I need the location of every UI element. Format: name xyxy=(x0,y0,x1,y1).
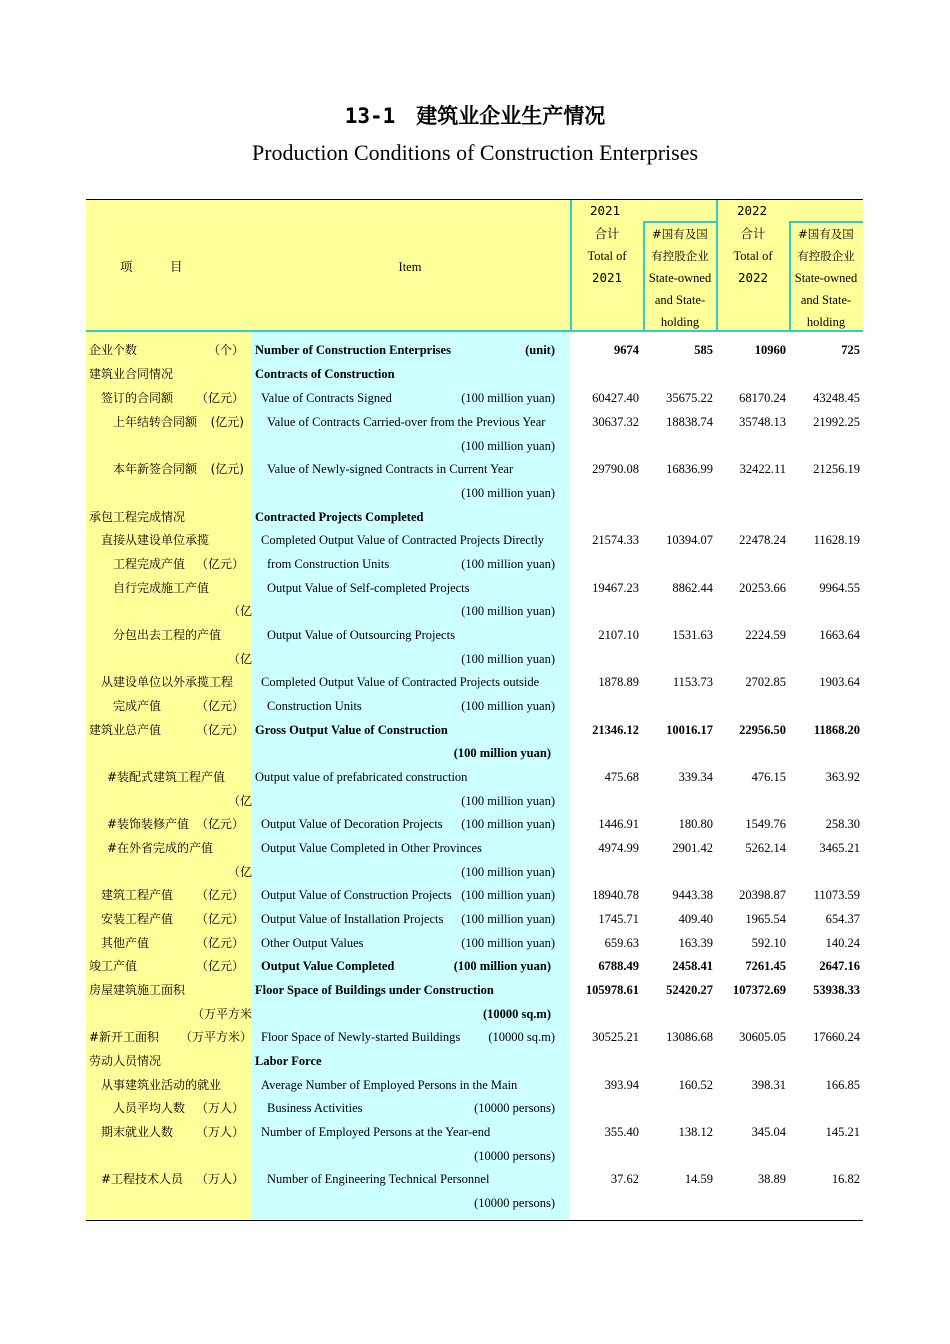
row-label-en: Floor Space of Buildings under Construction xyxy=(255,983,494,997)
header-soe-2021-l3: State-owned xyxy=(648,271,712,285)
row-label-cn: 直接从建设单位承揽 xyxy=(101,533,210,547)
table-cell-value: 355.40 xyxy=(604,1125,639,1139)
table-cell-value: 38.89 xyxy=(757,1172,786,1186)
table-cell-value: 32422.11 xyxy=(739,462,786,476)
row-label-cn: #新开工面积 xyxy=(89,1030,160,1044)
table-cell-value: 18838.74 xyxy=(666,415,713,429)
table-cell-value: 585 xyxy=(694,343,713,357)
row-unit-en: (100 million yuan) xyxy=(461,865,555,879)
page-title-cn: 13-1 建筑业企业生产情况 xyxy=(344,104,606,128)
row-label-cn: 其他产值 xyxy=(101,936,150,950)
row-label-cn: 自行完成施工产值 xyxy=(113,581,210,595)
header-bottom-rule xyxy=(86,330,863,332)
row-unit-cn: （亿元） xyxy=(195,936,244,950)
table-cell-value: 160.52 xyxy=(678,1078,713,1092)
table-cell-value: 20398.87 xyxy=(739,888,786,902)
row-unit-cn: （亿 xyxy=(227,604,252,618)
table-cell-value: 14.59 xyxy=(684,1172,713,1186)
table-cell-value: 409.40 xyxy=(678,912,713,926)
row-unit-en: (100 million yuan) xyxy=(453,959,551,973)
table-cell-value: 107372.69 xyxy=(732,983,786,997)
row-unit-en: (100 million yuan) xyxy=(461,604,555,618)
header-total-2021-en1: Total of xyxy=(587,249,627,263)
table-cell-value: 1663.64 xyxy=(819,628,860,642)
header-year-2022: 2022 xyxy=(736,203,768,218)
header-total-2021-en2: 2021 xyxy=(591,270,623,285)
table-cell-value: 659.63 xyxy=(604,936,639,950)
row-label-en: Output Value of Decoration Projects xyxy=(261,817,443,831)
row-unit-en: (10000 sq.m) xyxy=(488,1030,555,1044)
table-cell-value: 17660.24 xyxy=(813,1030,860,1044)
row-label-cn: 本年新签合同额 xyxy=(113,462,198,476)
row-unit-en: (100 million yuan) xyxy=(461,794,555,808)
row-unit-cn: （亿元） xyxy=(195,699,244,713)
row-unit-cn: （亿元） xyxy=(195,912,244,926)
row-unit-en: (100 million yuan) xyxy=(461,557,555,571)
table-cell-value: 140.24 xyxy=(825,936,860,950)
table-cell-value: 1903.64 xyxy=(819,675,860,689)
header-soe-2021-l2: 有控股企业 xyxy=(651,249,709,263)
table-cell-value: 592.10 xyxy=(751,936,786,950)
row-label-en: Output Value of Construction Projects xyxy=(261,888,452,902)
table-cell-value: 22956.50 xyxy=(739,723,786,737)
row-label-cn: 房屋建筑施工面积 xyxy=(89,983,186,997)
table-cell-value: 52420.27 xyxy=(666,983,713,997)
table-cell-value: 10960 xyxy=(754,343,786,357)
table-cell-value: 1549.76 xyxy=(745,817,786,831)
row-unit-cn: （亿 xyxy=(227,794,252,808)
table-cell-value: 258.30 xyxy=(825,817,860,831)
page-title-en: Production Conditions of Construction Enterprises xyxy=(251,140,699,165)
row-unit-cn: （亿元） xyxy=(195,959,244,973)
row-unit-cn: (亿元) xyxy=(210,415,244,429)
header-item-cn: 项 目 xyxy=(120,259,183,274)
row-label-en: Completed Output Value of Contracted Projects Directly xyxy=(261,533,545,547)
table-cell-value: 10016.17 xyxy=(666,723,713,737)
row-unit-en: (100 million yuan) xyxy=(453,746,551,760)
header-soe-2021-l4: and State- xyxy=(654,293,706,307)
row-unit-en: (unit) xyxy=(525,343,555,357)
row-unit-en: (10000 persons) xyxy=(474,1196,555,1210)
row-label-en: Output Value of Installation Projects xyxy=(261,912,444,926)
table-cell-value: 30605.05 xyxy=(739,1030,786,1044)
row-unit-en: (100 million yuan) xyxy=(461,912,555,926)
table-cell-value: 339.34 xyxy=(678,770,713,784)
table-cell-value: 30637.32 xyxy=(592,415,639,429)
table-cell-value: 68170.24 xyxy=(739,391,786,405)
header-divider-h2 xyxy=(789,221,863,223)
table-cell-value: 1153.73 xyxy=(672,675,713,689)
row-label-en: Average Number of Employed Persons in the Main xyxy=(261,1078,518,1092)
row-unit-cn: （亿元） xyxy=(195,557,244,571)
table-cell-value: 18940.78 xyxy=(592,888,639,902)
row-unit-cn: （亿 xyxy=(227,652,252,666)
row-label-en: from Construction Units xyxy=(267,557,390,571)
row-label-cn: 工程完成产值 xyxy=(113,557,186,571)
row-label-cn: 上年结转合同额 xyxy=(113,415,198,429)
row-label-cn: 签订的合同额 xyxy=(101,391,174,405)
header-total-2022-cn: 合计 xyxy=(740,226,766,241)
row-unit-cn: （个） xyxy=(207,343,244,357)
table-cell-value: 11073.59 xyxy=(813,888,860,902)
row-unit-en: (100 million yuan) xyxy=(461,817,555,831)
table-cell-value: 105978.61 xyxy=(585,983,639,997)
row-unit-cn: （万人） xyxy=(195,1101,244,1115)
table-cell-value: 163.39 xyxy=(678,936,713,950)
row-unit-en: (100 million yuan) xyxy=(461,699,555,713)
table-cell-value: 35675.22 xyxy=(666,391,713,405)
table-cell-value: 21992.25 xyxy=(813,415,860,429)
row-label-en: Floor Space of Newly-started Buildings xyxy=(261,1030,461,1044)
table-cell-value: 166.85 xyxy=(825,1078,860,1092)
header-soe-2022-l5: holding xyxy=(806,315,846,329)
row-label-en: Number of Engineering Technical Personnel xyxy=(267,1172,490,1186)
table-cell-value: 1878.89 xyxy=(598,675,639,689)
table-cell-value: 19467.23 xyxy=(592,581,639,595)
table-cell-value: 345.04 xyxy=(751,1125,786,1139)
row-unit-en: (10000 persons) xyxy=(474,1101,555,1115)
table-cell-value: 37.62 xyxy=(610,1172,639,1186)
row-unit-cn: (亿元) xyxy=(210,462,244,476)
table-cell-value: 2702.85 xyxy=(745,675,786,689)
row-label-en: Contracts of Construction xyxy=(255,367,395,381)
table-cell-value: 1531.63 xyxy=(672,628,713,642)
row-unit-cn: （万平方米） xyxy=(180,1030,253,1044)
row-label-en: Value of Contracts Signed xyxy=(261,391,392,405)
table-cell-value: 11868.20 xyxy=(813,723,860,737)
table-cell-value: 21346.12 xyxy=(592,723,639,737)
table-cell-value: 2224.59 xyxy=(745,628,786,642)
table-cell-value: 9443.38 xyxy=(672,888,713,902)
row-unit-en: (100 million yuan) xyxy=(461,888,555,902)
table-cell-value: 16.82 xyxy=(831,1172,860,1186)
header-divider-v1 xyxy=(570,200,572,331)
header-total-2021-cn: 合计 xyxy=(594,226,620,241)
row-label-en: Output Value of Self-completed Projects xyxy=(267,581,470,595)
row-label-en: Labor Force xyxy=(255,1054,322,1068)
table-cell-value: 35748.13 xyxy=(739,415,786,429)
row-label-cn: 竣工产值 xyxy=(89,959,138,973)
row-unit-cn: （亿 xyxy=(227,865,252,879)
row-label-cn: 建筑业合同情况 xyxy=(89,367,174,381)
row-label-cn: 分包出去工程的产值 xyxy=(113,628,222,642)
table-cell-value: 8862.44 xyxy=(672,581,713,595)
table-cell-value: 10394.07 xyxy=(666,533,713,547)
row-label-cn: 安装工程产值 xyxy=(101,912,174,926)
table-cell-value: 21256.19 xyxy=(813,462,860,476)
table-cell-value: 9674 xyxy=(614,343,639,357)
table-cell-value: 29790.08 xyxy=(592,462,639,476)
table-cell-value: 5262.14 xyxy=(745,841,786,855)
table-cell-value: 3465.21 xyxy=(819,841,860,855)
row-label-en: Output Value of Outsourcing Projects xyxy=(267,628,455,642)
row-unit-cn: （亿元） xyxy=(195,888,244,902)
row-label-cn: 从建设单位以外承揽工程 xyxy=(101,675,234,689)
table-cell-value: 6788.49 xyxy=(598,959,639,973)
header-total-2022-en1: Total of xyxy=(733,249,773,263)
row-unit-cn: （亿元） xyxy=(195,817,244,831)
row-unit-en: (100 million yuan) xyxy=(461,486,555,500)
table-cell-value: 138.12 xyxy=(678,1125,713,1139)
row-label-en: Value of Newly-signed Contracts in Current Year xyxy=(267,462,514,476)
row-unit-en: (100 million yuan) xyxy=(461,936,555,950)
table-cell-value: 476.15 xyxy=(751,770,786,784)
header-soe-2021-l5: holding xyxy=(660,315,700,329)
row-label-cn: #工程技术人员 xyxy=(101,1172,184,1186)
row-unit-en: (10000 sq.m) xyxy=(482,1007,551,1021)
row-label-cn: 从事建筑业活动的就业 xyxy=(101,1078,222,1092)
table-cell-value: 30525.21 xyxy=(592,1030,639,1044)
table-cell-value: 2458.41 xyxy=(672,959,713,973)
row-unit-en: (100 million yuan) xyxy=(461,391,555,405)
header-divider-v2 xyxy=(716,200,718,331)
table-cell-value: 725 xyxy=(841,343,860,357)
row-label-cn: 人员平均人数 xyxy=(113,1101,186,1115)
table-bottom-rule xyxy=(86,1220,863,1221)
table-cell-value: 60427.40 xyxy=(592,391,639,405)
row-unit-cn: （万平方米 xyxy=(192,1007,253,1021)
header-item-en: Item xyxy=(398,260,422,274)
row-label-en: Other Output Values xyxy=(261,936,364,950)
row-unit-en: (100 million yuan) xyxy=(461,439,555,453)
header-total-2022-en2: 2022 xyxy=(737,270,769,285)
row-label-cn: #装配式建筑工程产值 xyxy=(107,770,226,784)
row-label-en: Contracted Projects Completed xyxy=(255,510,424,524)
table-cell-value: 1745.71 xyxy=(598,912,639,926)
table-cell-value: 20253.66 xyxy=(739,581,786,595)
table-cell-value: 145.21 xyxy=(825,1125,860,1139)
table-cell-value: 9964.55 xyxy=(819,581,860,595)
row-unit-cn: （亿元） xyxy=(195,391,244,405)
row-label-en: Completed Output Value of Contracted Projects outside xyxy=(261,675,540,689)
header-soe-2022-l3: State-owned xyxy=(794,271,858,285)
header-soe-2021-l1: #国有及国 xyxy=(652,227,708,241)
header-soe-2022-l2: 有控股企业 xyxy=(797,249,855,263)
table-cell-value: 180.80 xyxy=(678,817,713,831)
row-unit-en: (10000 persons) xyxy=(474,1149,555,1163)
table-cell-value: 13086.68 xyxy=(666,1030,713,1044)
row-label-cn: 劳动人员情况 xyxy=(89,1054,162,1068)
table-cell-value: 363.92 xyxy=(825,770,860,784)
row-label-en: Construction Units xyxy=(267,699,362,713)
row-label-en: Number of Employed Persons at the Year-end xyxy=(261,1125,491,1139)
row-label-en: Output Value Completed xyxy=(261,959,395,973)
row-label-cn: 完成产值 xyxy=(113,699,162,713)
table-cell-value: 393.94 xyxy=(604,1078,639,1092)
row-label-en: Business Activities xyxy=(267,1101,363,1115)
table-cell-value: 21574.33 xyxy=(592,533,639,547)
table-cell-value: 2647.16 xyxy=(819,959,860,973)
table-cell-value: 2901.42 xyxy=(672,841,713,855)
header-soe-2022-l4: and State- xyxy=(800,293,852,307)
row-label-cn: 企业个数 xyxy=(89,343,138,357)
header-divider-h1 xyxy=(643,221,717,223)
table-cell-value: 475.68 xyxy=(604,770,639,784)
row-label-cn: #在外省完成的产值 xyxy=(107,841,214,855)
table-top-rule xyxy=(86,199,863,200)
row-unit-cn: （亿元） xyxy=(195,723,244,737)
row-label-cn: 期末就业人数 xyxy=(101,1125,174,1139)
table-cell-value: 53938.33 xyxy=(813,983,860,997)
table-cell-value: 398.31 xyxy=(751,1078,786,1092)
header-soe-2022-l1: #国有及国 xyxy=(798,227,854,241)
table-cell-value: 11628.19 xyxy=(813,533,860,547)
table-cell-value: 4974.99 xyxy=(598,841,639,855)
row-label-en: Output value of prefabricated construction xyxy=(255,770,468,784)
table-cell-value: 1446.91 xyxy=(598,817,639,831)
row-label-cn: #装饰装修产值 xyxy=(107,817,190,831)
table-cell-value: 1965.54 xyxy=(745,912,786,926)
row-label-cn: 建筑业总产值 xyxy=(89,723,162,737)
row-unit-cn: （万人） xyxy=(195,1172,244,1186)
row-unit-cn: （万人） xyxy=(195,1125,244,1139)
table-cell-value: 7261.45 xyxy=(745,959,786,973)
table-cell-value: 654.37 xyxy=(825,912,860,926)
table-cell-value: 22478.24 xyxy=(739,533,786,547)
row-label-cn: 承包工程完成情况 xyxy=(89,510,186,524)
table-cell-value: 2107.10 xyxy=(598,628,639,642)
row-label-en: Value of Contracts Carried-over from the Previous Year xyxy=(267,415,546,429)
row-label-en: Output Value Completed in Other Provinces xyxy=(261,841,482,855)
row-label-en: Gross Output Value of Construction xyxy=(255,723,448,737)
row-unit-en: (100 million yuan) xyxy=(461,652,555,666)
row-label-en: Number of Construction Enterprises xyxy=(255,343,451,357)
header-year-2021: 2021 xyxy=(589,203,621,218)
table-cell-value: 16836.99 xyxy=(666,462,713,476)
row-label-cn: 建筑工程产值 xyxy=(101,888,174,902)
table-cell-value: 43248.45 xyxy=(813,391,860,405)
